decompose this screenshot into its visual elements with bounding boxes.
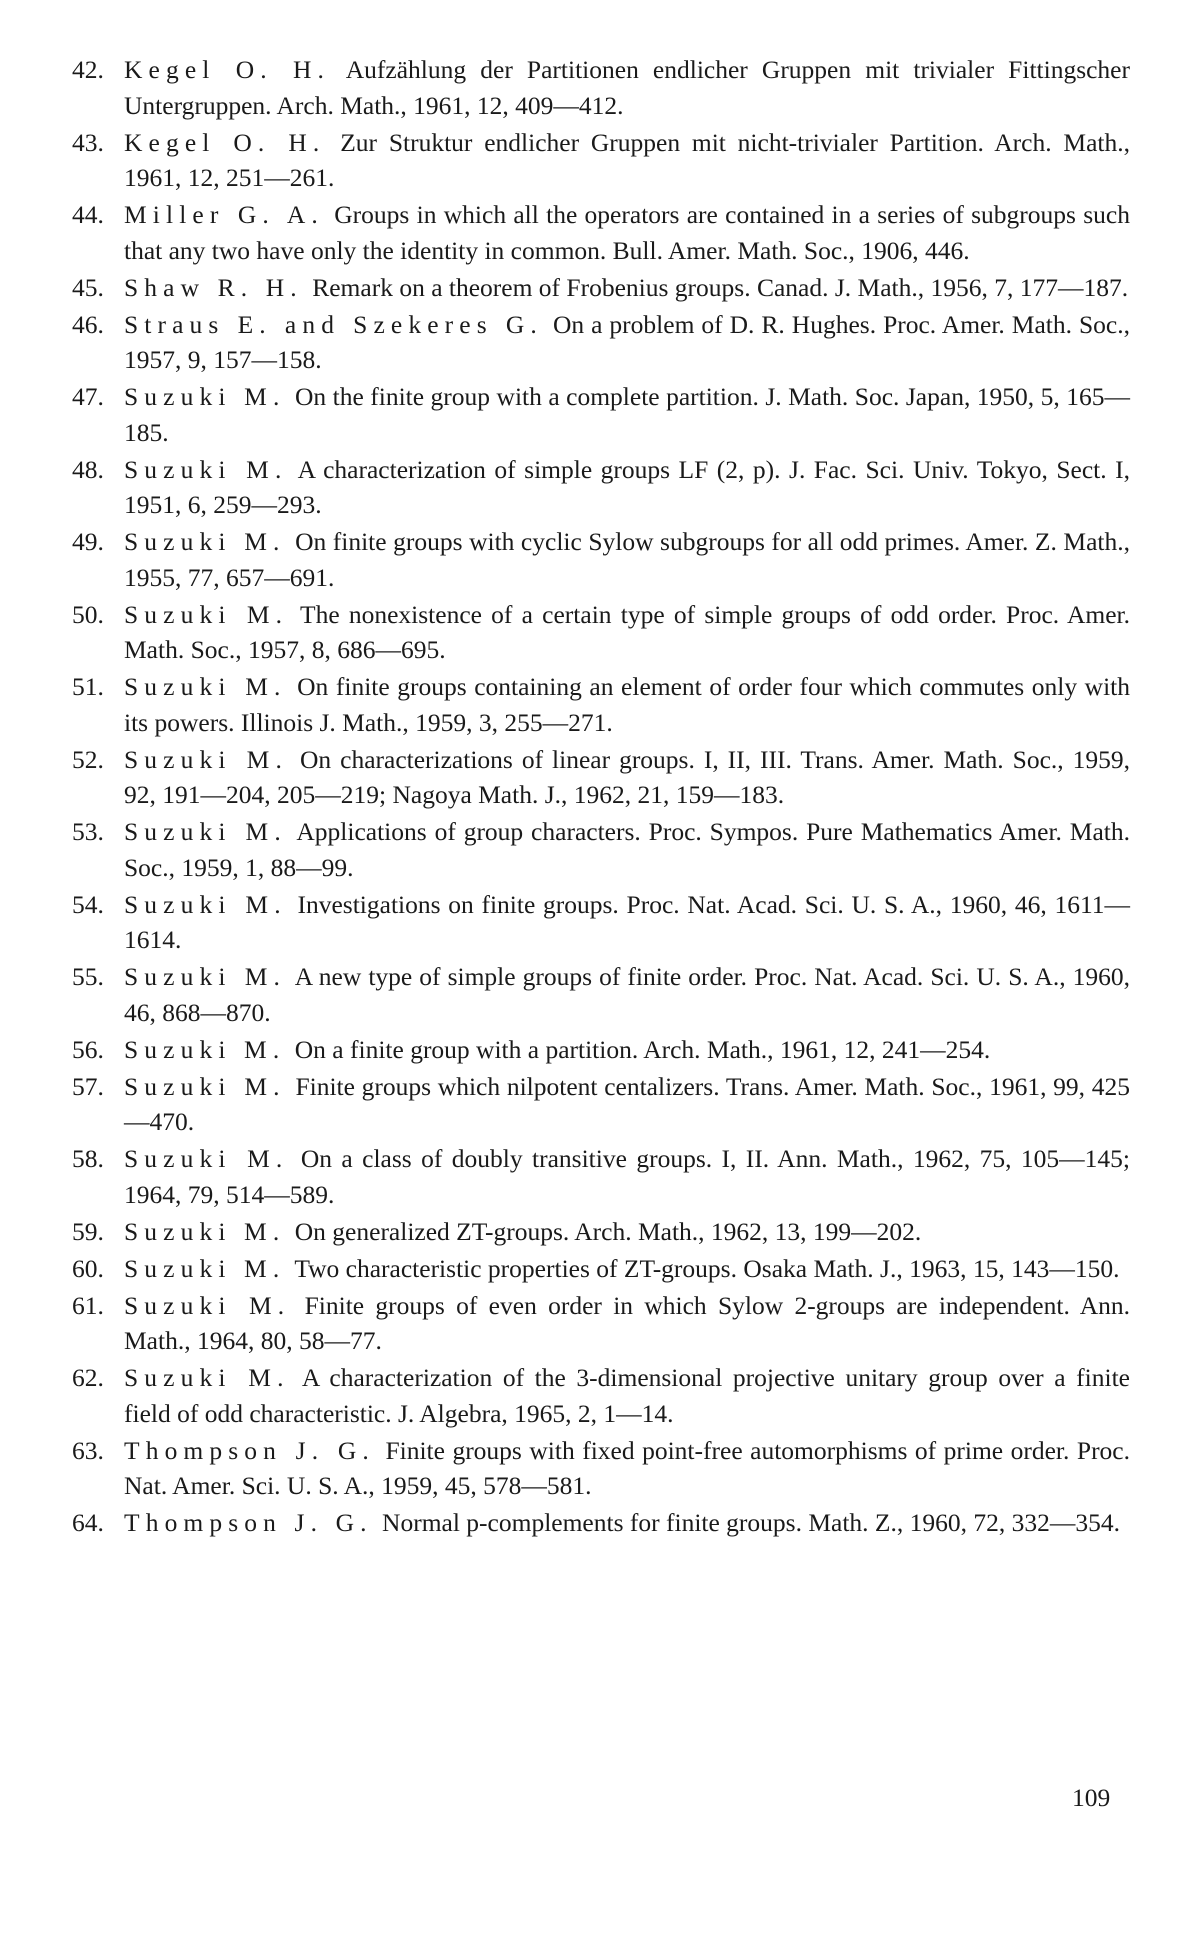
reference-author: Suzuki M. <box>124 1363 290 1392</box>
reference-body <box>124 1214 1130 1250</box>
reference-text: Aufzählung der Partitionen endlicher Gruppen mit trivialer Fittingscher Untergruppen. Arch. Math., 1961, 12, 409—412. <box>124 55 1130 120</box>
reference-author: Suzuki M. <box>124 672 287 701</box>
reference-author: Suzuki M. <box>124 454 288 484</box>
reference-text: A characterization of the 3-dimensional projective unitary group over a finite field of odd characteristic. J. Algebra, 1965, 2, 1—14. <box>124 1363 1130 1428</box>
reference-text: Applications of group characters. Proc. Sympos. Pure Mathematics Amer. Math. Soc., 1959, 1, 88—99. <box>124 817 1130 882</box>
reference-body <box>124 814 1130 885</box>
reference-item <box>72 669 1130 740</box>
reference-body <box>124 1288 1130 1359</box>
reference-text: On a problem of D. R. Hughes. Proc. Amer. Math. Soc., 1957, 9, 157—158. <box>124 309 1130 374</box>
reference-text: A characterization of simple groups LF (2, p). J. Fac. Sci. Univ. Tokyo, Sect. I, 1951, 6, 259—293. <box>124 454 1131 519</box>
reference-number: 49. <box>72 527 104 556</box>
reference-list <box>72 52 1130 1542</box>
reference-number: 44. <box>72 200 104 229</box>
reference-item <box>72 1032 1130 1068</box>
reference-item <box>72 1360 1130 1431</box>
reference-body <box>124 197 1130 268</box>
reference-item <box>72 1069 1130 1140</box>
reference-author: Suzuki M. <box>124 1144 289 1173</box>
reference-author: Straus E. and Szekeres G. <box>124 309 543 339</box>
reference-body <box>124 452 1130 523</box>
reference-author: Kegel O. H. <box>124 55 331 84</box>
reference-text: Two characteristic properties of ZT-groups. Osaka Math. J., 1963, 15, 143—150. <box>294 1253 1120 1283</box>
reference-item <box>72 1288 1130 1359</box>
reference-author: Suzuki M. <box>124 817 287 846</box>
reference-body <box>124 742 1130 813</box>
reference-author: Kegel O. H. <box>124 127 326 157</box>
reference-item <box>72 524 1130 595</box>
reference-item <box>72 52 1130 123</box>
reference-author: Thompson J. G. <box>124 1508 373 1537</box>
reference-body <box>124 52 1130 123</box>
reference-number: 58. <box>72 1144 104 1173</box>
reference-author: Suzuki M. <box>124 599 289 629</box>
reference-author: Thompson J. G. <box>124 1435 375 1465</box>
reference-body <box>124 1360 1130 1431</box>
reference-text: Normal p-complements for finite groups. Math. Z., 1960, 72, 332—354. <box>382 1508 1120 1537</box>
reference-item <box>72 887 1130 958</box>
reference-body <box>124 1505 1130 1541</box>
reference-text: The nonexistence of a certain type of simple groups of odd order. Proc. Amer. Math. Soc., 1957, 8, 686—695. <box>124 599 1131 664</box>
reference-author: Suzuki M. <box>124 382 286 411</box>
reference-number: 61. <box>72 1290 104 1320</box>
reference-number: 42. <box>72 55 104 84</box>
reference-item <box>72 1505 1130 1541</box>
reference-body <box>124 1251 1130 1287</box>
reference-author: Suzuki M. <box>124 962 287 991</box>
reference-body <box>124 1141 1130 1212</box>
reference-item <box>72 125 1130 196</box>
reference-body <box>124 270 1130 306</box>
reference-number: 50. <box>72 599 104 629</box>
reference-number: 56. <box>72 1034 104 1064</box>
reference-number: 62. <box>72 1363 104 1392</box>
reference-author: Suzuki M. <box>124 1071 286 1101</box>
reference-author: Miller G. A. <box>124 200 324 229</box>
reference-text: On finite groups with cyclic Sylow subgroups for all odd primes. Amer. Z. Math., 1955, 77, 657—691. <box>124 527 1130 592</box>
reference-text: Remark on a theorem of Frobenius groups. Canad. J. Math., 1956, 7, 177—187. <box>312 272 1129 302</box>
reference-number: 59. <box>72 1216 104 1246</box>
reference-text: On generalized ZT-groups. Arch. Math., 1962, 13, 199—202. <box>294 1216 922 1246</box>
reference-item <box>72 1251 1130 1287</box>
reference-body <box>124 887 1130 958</box>
reference-item <box>72 1433 1130 1504</box>
reference-text: On a finite group with a partition. Arch. Math., 1961, 12, 241—254. <box>294 1034 991 1064</box>
reference-author: Suzuki M. <box>124 527 286 556</box>
reference-number: 60. <box>72 1253 104 1283</box>
page-number: 109 <box>1072 1783 1111 1812</box>
reference-body <box>124 1069 1130 1140</box>
reference-number: 52. <box>72 744 104 774</box>
reference-body <box>124 125 1130 196</box>
reference-text: Zur Struktur endlicher Gruppen mit nicht-trivialer Partition. Arch. Math., 1961, 12, 251—261. <box>124 127 1130 192</box>
reference-author: Suzuki M. <box>124 1216 286 1246</box>
reference-number: 55. <box>72 962 104 991</box>
reference-item <box>72 307 1130 378</box>
reference-body <box>124 959 1130 1030</box>
reference-number: 53. <box>72 817 104 846</box>
reference-item <box>72 452 1130 523</box>
reference-body <box>124 597 1130 668</box>
reference-author: Suzuki M. <box>124 889 287 919</box>
reference-author: Suzuki M. <box>124 1034 286 1064</box>
reference-author: Suzuki M. <box>124 1290 291 1320</box>
reference-text: Investigations on finite groups. Proc. Nat. Acad. Sci. U. S. A., 1960, 46, 1611—1614. <box>124 889 1130 954</box>
reference-text: On a class of doubly transitive groups. I, II. Ann. Math., 1962, 75, 105—145; 1964, 79, 514—589. <box>124 1144 1131 1209</box>
reference-number: 64. <box>72 1508 104 1537</box>
reference-author: Suzuki M. <box>124 744 288 774</box>
reference-item <box>72 814 1130 885</box>
reference-number: 63. <box>72 1435 104 1465</box>
reference-item <box>72 379 1130 450</box>
reference-body <box>124 1433 1130 1504</box>
reference-number: 48. <box>72 454 104 484</box>
reference-item <box>72 959 1130 1030</box>
reference-item <box>72 597 1130 668</box>
reference-text: Groups in which all the operators are contained in a series of subgroups such that any two have only the identity in common. Bull. Amer. Math. Soc., 1906, 446. <box>124 200 1130 265</box>
reference-text: Finite groups which nilpotent centalizers. Trans. Amer. Math. Soc., 1961, 99, 425—470. <box>124 1071 1130 1136</box>
reference-text: Finite groups with fixed point-free automorphisms of prime order. Proc. Nat. Amer. Sci. U. S. A., 1959, 45, 578—581. <box>124 1435 1131 1500</box>
reference-text: A new type of simple groups of finite order. Proc. Nat. Acad. Sci. U. S. A., 1960, 46, 868—870. <box>124 962 1131 1027</box>
reference-body <box>124 1032 1130 1068</box>
reference-body <box>124 307 1130 378</box>
reference-text: Finite groups of even order in which Sylow 2-groups are independent. Ann. Math., 1964, 80, 58—77. <box>124 1290 1131 1355</box>
reference-text: On finite groups containing an element of order four which commutes only with its powers. Illinois J. Math., 1959, 3, 255—271. <box>124 672 1131 737</box>
reference-number: 43. <box>72 127 104 157</box>
reference-body <box>124 524 1130 595</box>
reference-number: 47. <box>72 382 104 411</box>
reference-author: Suzuki M. <box>124 1253 286 1283</box>
reference-body <box>124 379 1130 450</box>
reference-item <box>72 1214 1130 1250</box>
reference-number: 54. <box>72 889 104 919</box>
reference-author: Shaw R. H. <box>124 272 303 302</box>
reference-text: On characterizations of linear groups. I, II, III. Trans. Amer. Math. Soc., 1959, 92, 191—204, 205—219; Nagoya Math. J., 1962, 21, 159—183. <box>124 744 1131 809</box>
reference-number: 51. <box>72 672 104 701</box>
reference-number: 57. <box>72 1071 104 1101</box>
reference-item <box>72 270 1130 306</box>
reference-item <box>72 742 1130 813</box>
reference-body <box>124 669 1130 740</box>
reference-number: 46. <box>72 309 104 339</box>
reference-item <box>72 1141 1130 1212</box>
reference-item <box>72 197 1130 268</box>
reference-text: On the finite group with a complete partition. J. Math. Soc. Japan, 1950, 5, 165—185. <box>124 382 1131 447</box>
reference-number: 45. <box>72 272 104 302</box>
